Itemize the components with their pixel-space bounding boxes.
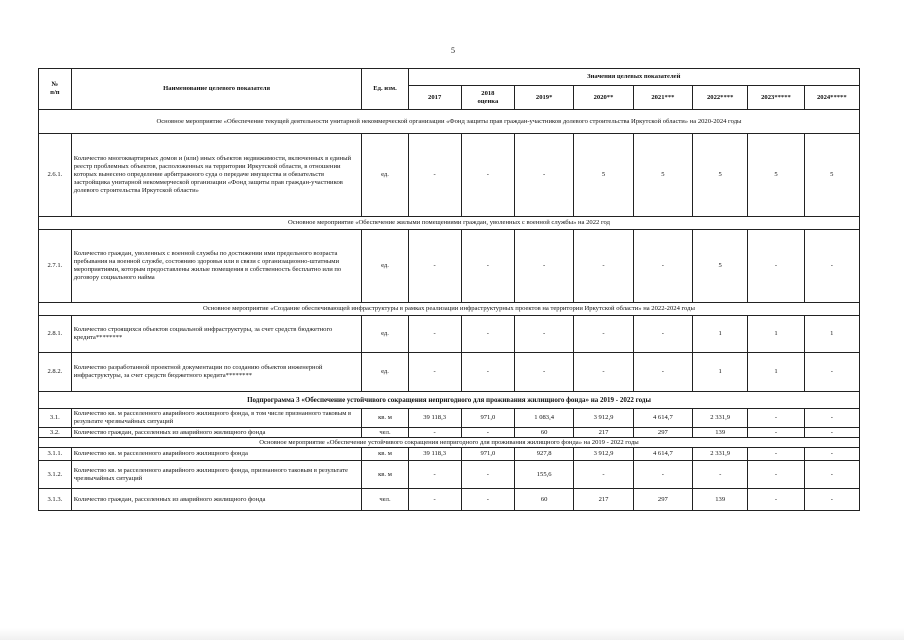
value-cell: - bbox=[461, 428, 514, 438]
value-cell: - bbox=[514, 230, 573, 303]
unit-cell: чел. bbox=[362, 489, 408, 511]
table-row bbox=[39, 134, 860, 217]
header-year: 2017 bbox=[408, 86, 461, 110]
value-cell: - bbox=[408, 316, 461, 353]
value-cell: - bbox=[461, 134, 514, 217]
value-cell: 4 614,7 bbox=[633, 448, 692, 461]
table-row bbox=[39, 428, 860, 438]
table-row bbox=[39, 230, 860, 303]
header-year: 2024***** bbox=[804, 86, 859, 110]
value-cell: 4 614,7 bbox=[633, 409, 692, 428]
value-cell: 5 bbox=[748, 134, 804, 217]
value-cell: - bbox=[461, 461, 514, 489]
value-cell: - bbox=[748, 448, 804, 461]
header-row-top bbox=[39, 69, 860, 86]
row-number: 2.8.2. bbox=[39, 353, 72, 392]
value-cell: - bbox=[461, 353, 514, 392]
value-cell: 217 bbox=[574, 489, 633, 511]
unit-cell: кв. м bbox=[362, 461, 408, 489]
unit-cell: ед. bbox=[362, 353, 408, 392]
row-number: 3.1.1. bbox=[39, 448, 72, 461]
value-cell: - bbox=[633, 316, 692, 353]
value-cell: - bbox=[804, 461, 859, 489]
value-cell: - bbox=[748, 409, 804, 428]
value-cell: - bbox=[574, 316, 633, 353]
value-cell: - bbox=[408, 489, 461, 511]
value-cell: - bbox=[514, 316, 573, 353]
value-cell: - bbox=[574, 461, 633, 489]
indicator-name: Количество кв. м расселенного аварийного жилищного фонда bbox=[71, 448, 362, 461]
value-cell: 1 bbox=[693, 353, 748, 392]
value-cell: - bbox=[514, 134, 573, 217]
header-year: 2023***** bbox=[748, 86, 804, 110]
header-name: Наименование целевого показателя bbox=[71, 69, 362, 110]
row-number: 2.8.1. bbox=[39, 316, 72, 353]
value-cell: 155,6 bbox=[514, 461, 573, 489]
value-cell: - bbox=[748, 428, 804, 438]
indicator-name: Количество кв. м расселенного аварийного жилищного фонда, признанного таковым в результате чрезвычайных ситуаций bbox=[71, 461, 362, 489]
value-cell: - bbox=[574, 230, 633, 303]
value-cell: 297 bbox=[633, 428, 692, 438]
unit-cell: ед. bbox=[362, 316, 408, 353]
value-cell: 2 331,9 bbox=[693, 409, 748, 428]
value-cell: - bbox=[514, 353, 573, 392]
section-row bbox=[39, 110, 860, 134]
value-cell: - bbox=[804, 489, 859, 511]
page-bottom-edge bbox=[0, 628, 904, 640]
value-cell: 217 bbox=[574, 428, 633, 438]
value-cell: 1 083,4 bbox=[514, 409, 573, 428]
table-row bbox=[39, 409, 860, 428]
header-year: 2022**** bbox=[693, 86, 748, 110]
indicator-name: Количество многоквартирных домов и (или) иных объектов недвижимости, включенных в единый реестр проблемных объектов, расположенных на территории Иркутской области, в отношении которых вынесено определение арбитражного суда о передаче имущества и обязательств застройщика унитарной некоммерческой организации «Фонд защиты прав граждан-участников долевого строительства Иркутской области» bbox=[71, 134, 362, 217]
table-row bbox=[39, 353, 860, 392]
value-cell: 5 bbox=[804, 134, 859, 217]
indicator-name: Количество кв. м расселенного аварийного жилищного фонда, в том числе признанного таковым в результате чрезвычайных ситуаций bbox=[71, 409, 362, 428]
section-row bbox=[39, 217, 860, 230]
table-row bbox=[39, 316, 860, 353]
value-cell: 1 bbox=[693, 316, 748, 353]
header-year: 2020** bbox=[574, 86, 633, 110]
row-number: 2.6.1. bbox=[39, 134, 72, 217]
row-number: 3.1.2. bbox=[39, 461, 72, 489]
value-cell: 927,8 bbox=[514, 448, 573, 461]
header-year: 2018 оценка bbox=[461, 86, 514, 110]
value-cell: - bbox=[633, 461, 692, 489]
value-cell: 5 bbox=[574, 134, 633, 217]
table-row bbox=[39, 489, 860, 511]
value-cell: - bbox=[408, 230, 461, 303]
header-values-title: Значения целевых показателей bbox=[408, 69, 859, 86]
value-cell: - bbox=[748, 489, 804, 511]
value-cell: 1 bbox=[748, 316, 804, 353]
value-cell: - bbox=[804, 230, 859, 303]
value-cell: - bbox=[461, 489, 514, 511]
value-cell: - bbox=[408, 353, 461, 392]
indicator-name: Количество разработанной проектной документации по созданию объектов инженерной инфраструктуры, за счет средств бюджетного кредита******** bbox=[71, 353, 362, 392]
value-cell: 139 bbox=[693, 489, 748, 511]
value-cell: 2 331,9 bbox=[693, 448, 748, 461]
value-cell: - bbox=[804, 428, 859, 438]
section-row bbox=[39, 392, 860, 409]
value-cell: - bbox=[804, 353, 859, 392]
header-num: № п/п bbox=[39, 69, 72, 110]
value-cell: - bbox=[461, 316, 514, 353]
unit-cell: чел. bbox=[362, 428, 408, 438]
value-cell: 3 912,9 bbox=[574, 448, 633, 461]
value-cell: - bbox=[574, 353, 633, 392]
indicator-name: Количество граждан, расселенных из аварийного жилищного фонда bbox=[71, 489, 362, 511]
header-year: 2019* bbox=[514, 86, 573, 110]
value-cell: - bbox=[461, 230, 514, 303]
unit-cell: ед. bbox=[362, 134, 408, 217]
value-cell: 297 bbox=[633, 489, 692, 511]
value-cell: 5 bbox=[633, 134, 692, 217]
unit-cell: кв. м bbox=[362, 409, 408, 428]
value-cell: - bbox=[408, 428, 461, 438]
value-cell: - bbox=[804, 448, 859, 461]
value-cell: - bbox=[748, 230, 804, 303]
unit-cell: ед. bbox=[362, 230, 408, 303]
table-row bbox=[39, 461, 860, 489]
section-title: Основное мероприятие «Обеспечение устойчивого сокращения непригодного для проживания жилищного фонда» на 2019 - 2022 годы bbox=[39, 438, 860, 448]
row-number: 3.1.3. bbox=[39, 489, 72, 511]
row-number: 3.2. bbox=[39, 428, 72, 438]
table-row bbox=[39, 448, 860, 461]
value-cell: 3 912,9 bbox=[574, 409, 633, 428]
indicator-name: Количество граждан, расселенных из аварийного жилищного фонда bbox=[71, 428, 362, 438]
header-unit: Ед. изм. bbox=[362, 69, 408, 110]
header-year: 2021*** bbox=[633, 86, 692, 110]
table-body bbox=[39, 110, 860, 511]
section-row bbox=[39, 303, 860, 316]
value-cell: - bbox=[408, 134, 461, 217]
value-cell: - bbox=[633, 230, 692, 303]
value-cell: 1 bbox=[748, 353, 804, 392]
value-cell: 39 118,3 bbox=[408, 409, 461, 428]
row-number: 2.7.1. bbox=[39, 230, 72, 303]
value-cell: 60 bbox=[514, 489, 573, 511]
row-number: 3.1. bbox=[39, 409, 72, 428]
value-cell: 971,0 bbox=[461, 409, 514, 428]
page-number: 5 bbox=[451, 46, 455, 55]
value-cell: - bbox=[804, 409, 859, 428]
value-cell: 1 bbox=[804, 316, 859, 353]
value-cell: 39 118,3 bbox=[408, 448, 461, 461]
indicator-name: Количество строящихся объектов социальной инфраструктуры, за счет средств бюджетного кредита******** bbox=[71, 316, 362, 353]
value-cell: 5 bbox=[693, 230, 748, 303]
section-title: Основное мероприятие «Обеспечение текущей деятельности унитарной некоммерческой организации «Фонд защиты прав граждан-участников долевого строительства Иркутской области» на 2020-2024 годы bbox=[39, 110, 860, 134]
target-indicators-table bbox=[38, 68, 860, 511]
section-title: Основное мероприятие «Создание обеспечивающей инфраструктуры в рамках реализации инфраструктурных проектов на территории Иркутской области» на 2022-2024 годы bbox=[39, 303, 860, 316]
value-cell: 5 bbox=[693, 134, 748, 217]
value-cell: 139 bbox=[693, 428, 748, 438]
value-cell: - bbox=[748, 461, 804, 489]
unit-cell: кв. м bbox=[362, 448, 408, 461]
indicator-name: Количество граждан, уволенных с военной службы по достижении ими предельного возраста пребывания на военной службе, состоянию здоровья или в связи с организационно-штатными мероприятиями, которым предоставлены жилые помещения в собственность бесплатно или по договору социального найма bbox=[71, 230, 362, 303]
value-cell: - bbox=[408, 461, 461, 489]
section-row bbox=[39, 438, 860, 448]
value-cell: 971,0 bbox=[461, 448, 514, 461]
value-cell: - bbox=[633, 353, 692, 392]
value-cell: 60 bbox=[514, 428, 573, 438]
value-cell: - bbox=[693, 461, 748, 489]
section-title: Основное мероприятие «Обеспечение жилыми помещениями граждан, уволенных с военной службы» на 2022 год bbox=[39, 217, 860, 230]
subprogram-title: Подпрограмма 3 «Обеспечение устойчивого сокращения непригодного для проживания жилищного фонда» на 2019 - 2022 годы bbox=[39, 392, 860, 409]
